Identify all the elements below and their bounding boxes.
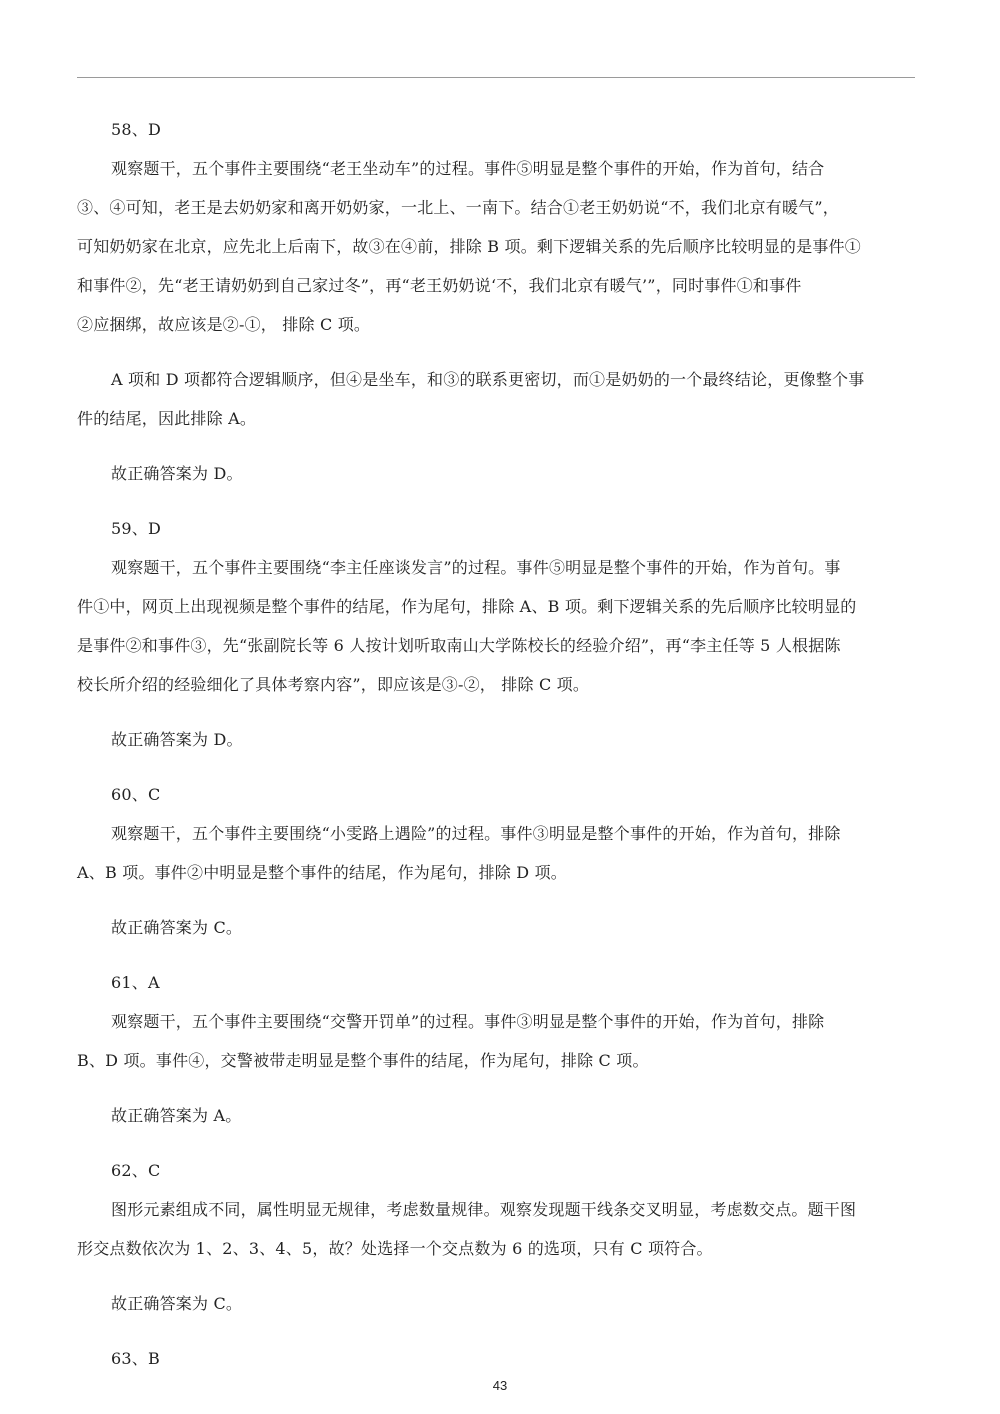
paragraph-gap [77,759,923,775]
explanation-paragraph [77,814,923,892]
paragraph-line: ③、④可知，老王是去奶奶家和离开奶奶家，一北上、一南下。结合①老王奶奶说“不，我们北京有暖气”， [77,198,839,217]
paragraph-gap [77,947,923,963]
paragraph-gap [77,344,923,360]
question-number: 59、D [111,519,161,538]
explanation-paragraph [77,149,923,344]
answer-line: 故正确答案为 C。 [111,918,243,937]
question-number: 60、C [111,785,161,804]
paragraph-gap [77,892,923,908]
paragraph-line: 观察题干，五个事件主要围绕“小雯路上遇险”的过程。事件③明显是整个事件的开始，作为首句，排除 [111,824,841,843]
paragraph-line: 可知奶奶家在北京，应先北上后南下，故③在④前，排除 B 项。剩下逻辑关系的先后顺序比较明显的是事件① [77,237,861,256]
paragraph-gap [77,493,923,509]
question-number: 63、B [111,1349,160,1368]
paragraph-gap [77,704,923,720]
explanation-paragraph [77,1002,923,1080]
page-number: 43 [492,1378,508,1393]
paragraph-line: 是事件②和事件③，先“张副院长等 6 人按计划听取南山大学陈校长的经验介绍”，再“李主任等 5 人根据陈 [77,636,841,655]
paragraph-line: 校长所介绍的经验细化了具体考察内容”，即应该是③-②， 排除 C 项。 [77,675,590,694]
paragraph-line: A 项和 D 项都符合逻辑顺序，但④是坐车，和③的联系更密切，而①是奶奶的一个最终结论，更像整个事 [111,370,865,389]
paragraph-gap [77,1323,923,1339]
paragraph-gap [77,1135,923,1151]
answer-line: 故正确答案为 D。 [111,730,243,749]
paragraph-line: 观察题干，五个事件主要围绕“交警开罚单”的过程。事件③明显是整个事件的开始，作为首句，排除 [111,1012,825,1031]
question-number: 61、A [111,973,160,992]
explanation-paragraph [77,548,923,704]
paragraph-line: ②应捆绑，故应该是②-①， 排除 C 项。 [77,315,371,334]
paragraph-line: 观察题干，五个事件主要围绕“李主任座谈发言”的过程。事件⑤明显是整个事件的开始，作为首句。事 [111,558,841,577]
answer-line: 故正确答案为 D。 [111,464,243,483]
explanation-paragraph [77,360,923,438]
paragraph-gap [77,438,923,454]
paragraph-line: 件的结尾，因此排除 A。 [77,409,257,428]
paragraph-line: 形交点数依次为 1、2、3、4、5，故？处选择一个交点数为 6 的选项，只有 C 项符合。 [77,1239,713,1258]
paragraph-gap [77,1080,923,1096]
answer-line: 故正确答案为 A。 [111,1106,242,1125]
explanation-paragraph [77,1190,923,1268]
paragraph-line: 观察题干，五个事件主要围绕“老王坐动车”的过程。事件⑤明显是整个事件的开始，作为首句，结合 [111,159,825,178]
paragraph-line: 图形元素组成不同，属性明显无规律，考虑数量规律。观察发现题干线条交叉明显，考虑数交点。题干图 [111,1200,857,1219]
paragraph-line: B、D 项。事件④，交警被带走明显是整个事件的结尾，作为尾句，排除 C 项。 [77,1051,649,1070]
paragraph-gap [77,1268,923,1284]
question-number: 58、D [111,120,161,139]
paragraph-line: 件①中，网页上出现视频是整个事件的结尾，作为尾句，排除 A、B 项。剩下逻辑关系的先后顺序比较明显的 [77,597,857,616]
document-body [77,110,923,1378]
question-number: 62、C [111,1161,161,1180]
paragraph-line: A、B 项。事件②中明显是整个事件的结尾，作为尾句，排除 D 项。 [77,863,567,882]
answer-line: 故正确答案为 C。 [111,1294,243,1313]
header-rule [77,77,915,78]
paragraph-line: 和事件②，先“老王请奶奶到自己家过冬”，再“老王奶奶说‘不，我们北京有暖气’”，同时事件①和事件 [77,276,802,295]
